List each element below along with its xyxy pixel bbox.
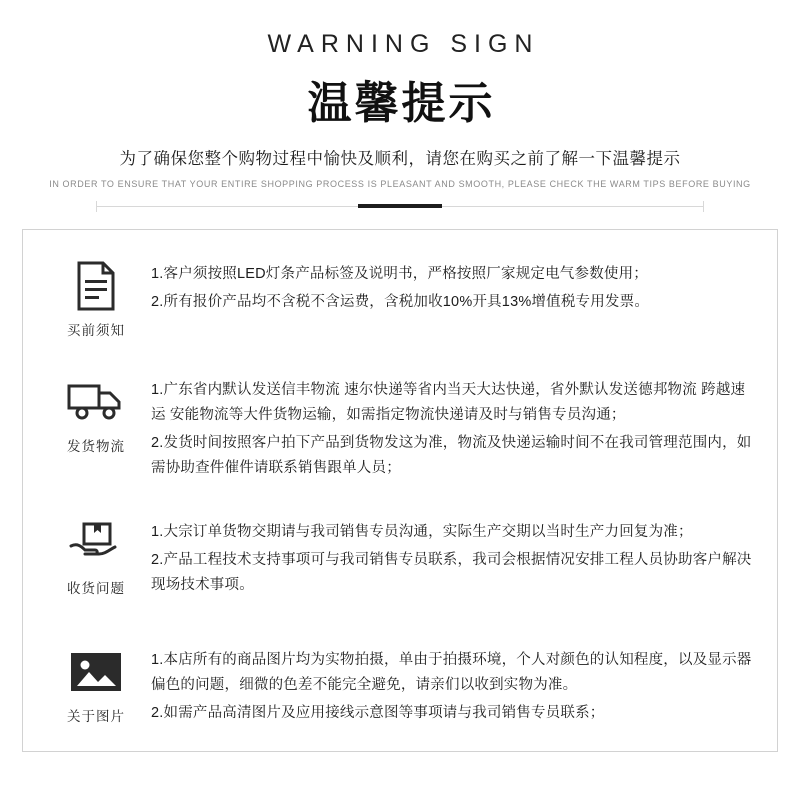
icon-column [41, 508, 151, 597]
notice-line: 1.本店所有的商品图片均为实物拍摄，单由于拍摄环境，个人对颜色的认知程度，以及显示器偏色的问题，细微的色差不能完全避免，请亲们以收到实物为准。 [151, 652, 752, 693]
text-column [151, 636, 755, 726]
image-icon [41, 646, 151, 698]
text-column [151, 250, 755, 315]
notice-line: 2.如需产品高清图片及应用接线示意图等事项请与我司销售专员联系； [151, 705, 605, 721]
notice-section-shipping [23, 352, 777, 494]
document-icon [41, 260, 151, 312]
package-hand-icon [41, 518, 151, 570]
truck-icon [41, 376, 151, 428]
section-label: 买前须知 [67, 323, 125, 338]
icon-column [41, 250, 151, 339]
divider-accent [358, 204, 442, 208]
header-divider [96, 201, 704, 213]
notice-rows [23, 230, 777, 754]
notice-section-pre-purchase [23, 236, 777, 352]
icon-column [41, 636, 151, 725]
section-label: 发货物流 [67, 439, 125, 454]
section-label: 关于图片 [67, 709, 125, 724]
section-label: 收货问题 [67, 581, 125, 596]
text-column [151, 508, 755, 598]
notice-line: 2.产品工程技术支持事项可与我司销售专员联系，我司会根据情况安排工程人员协助客户解决现场技术事项。 [151, 552, 752, 593]
page-title-en: WARNING SIGN [267, 30, 540, 58]
text-column [151, 366, 755, 481]
notice-section-receiving [23, 494, 777, 622]
notice-line: 2.所有报价产品均不含税不含运费，含税加收10%开具13%增值税专用发票。 [151, 294, 650, 310]
page-title-cn: 温馨提示 [307, 79, 496, 128]
header [0, 0, 800, 213]
notice-line: 1.大宗订单货物交期请与我司销售专员沟通，实际生产交期以当时生产力回复为准； [151, 524, 693, 540]
notice-line: 2.发货时间按照客户拍下产品到货物发这为准，物流及快递运输时间不在我司管理范围内，如需协助查件催件请联系销售跟单人员； [151, 435, 752, 476]
icon-column [41, 366, 151, 455]
notice-line: 1.广东省内默认发送信丰物流 速尔快递等省内当天大达快递，省外默认发送德邦物流 跨越速运 安能物流等大件货物运输，如需指定物流快递请及时与销售专员沟通； [151, 382, 746, 423]
notice-box [22, 229, 778, 752]
subtitle-cn: 为了确保您整个购物过程中愉快及顺利，请您在购买之前了解一下温馨提示 [119, 150, 681, 168]
notice-section-images [23, 622, 777, 754]
subtitle-en: IN ORDER TO ENSURE THAT YOUR ENTIRE SHOPPING PROCESS IS PLEASANT AND SMOOTH, PLEASE CHECK THE WARM TIPS BEFORE BUYING [49, 178, 751, 190]
notice-line: 1.客户须按照LED灯条产品标签及说明书，严格按照厂家规定电气参数使用； [151, 266, 648, 282]
